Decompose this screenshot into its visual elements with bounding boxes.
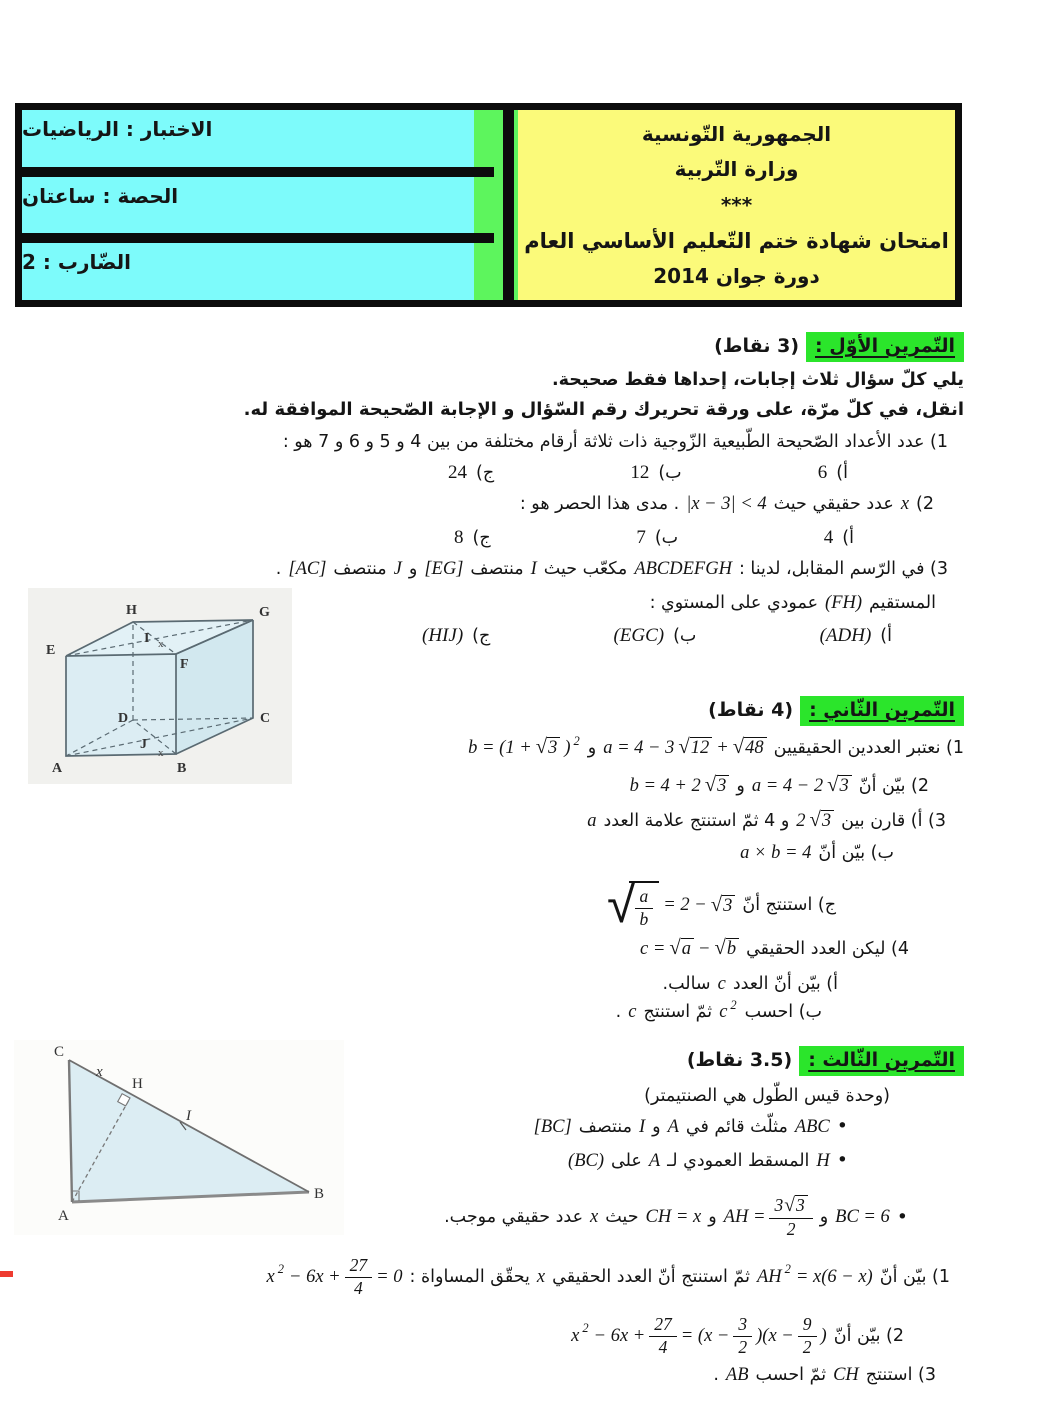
fraction-27-4: $\frac{27}{4}$ xyxy=(649,1315,677,1357)
vertex-label-e: E xyxy=(46,643,56,658)
red-scan-artifact xyxy=(0,1271,13,1277)
point-label-j: J xyxy=(140,737,147,752)
answer-option-a: أ) 4 xyxy=(823,527,854,548)
header-table xyxy=(15,103,962,307)
sqrt-3: √ 3 xyxy=(711,894,736,917)
exercise-3-points: (3.5 نقاط) xyxy=(686,1049,793,1071)
ex1-intro-line-2: انقل، في كلّ مرّة، على ورقة تحريرك رقم السّؤال و الإجابة الصّحيحة الموافقة له. xyxy=(243,399,964,420)
big-radical xyxy=(609,881,659,929)
triangle-figure xyxy=(14,1040,344,1235)
sqrt-3: √ 3 xyxy=(536,736,561,759)
sqrt-3: √ 3 xyxy=(784,1195,808,1217)
exercise-1-points: (3 نقاط) xyxy=(714,335,800,357)
vertex-label-g: G xyxy=(259,605,270,620)
header-row-separator xyxy=(22,233,494,243)
exercise-2-title: التّمرين الثّاني : xyxy=(800,696,964,726)
header-right-panel xyxy=(518,110,955,300)
math-ah-squared: AH 2 = x(6 − x) xyxy=(756,1261,873,1287)
ex1-q3-text-line-1: 3) في الرّسم المقابل، لدينا : ABCDEFGH مكعّب حيث I منتصف [EG] و J منتصف [AC] . xyxy=(275,559,948,579)
session-line: دورة جوان 2014 xyxy=(653,264,820,289)
vertex-label-c: C xyxy=(54,1044,65,1060)
answer-option-c: ج) 24 xyxy=(448,462,495,483)
math-a-definition: a = 4 − 3 √ 12 + √ 48 xyxy=(603,736,766,759)
vertex-label-f: F xyxy=(180,657,189,672)
answer-option-a: أ) (ADH) xyxy=(819,625,892,646)
ex3-q2-line: 2) بيّن أنّ x 2 − 6x + $\frac{27}{4}$ = (x − $\frac{3}{2}$ )(x − $\frac{9}{2}$ ) xyxy=(571,1313,904,1357)
ex1-q1-text: 1) عدد الأعداد الصّحيحة الطّبيعية الزّوجية ذات ثلاثة أرقام مختلفة من بين 4 و 5 و 6 و 7 هو : xyxy=(282,432,948,452)
ex2-q4-line: 4) ليكن العدد الحقيقي c = √ a − √ b xyxy=(26,937,909,974)
vertex-label-c: C xyxy=(260,711,271,726)
point-label-i: I xyxy=(144,631,150,646)
math-sqrt-a-over-b: √ $\frac{a}{b}$ = 2 − √ 3 xyxy=(609,881,735,929)
sqrt-b: √ b xyxy=(714,937,739,960)
ex2-q3a-line: 3) أ) قارن بين 2 √ 3 و 4 ثمّ استنتج علامة العدد a xyxy=(26,809,946,843)
ex2-q4b-line: ب) احسب c 2 ثمّ استنتج c . xyxy=(615,998,822,1022)
ex1-q3-answers xyxy=(422,625,892,657)
math-c-definition: c = √ a − √ b xyxy=(640,937,739,960)
republic-line: الجمهورية التّونسية xyxy=(641,121,832,146)
math-ah-value: AH = 3 √ 3 2 xyxy=(724,1195,813,1240)
answer-option-c: ج) (HIJ) xyxy=(422,625,491,646)
fraction-a-b: √ $\frac{a}{b}$ xyxy=(635,887,654,929)
stars-separator: *** xyxy=(720,192,753,217)
sqrt-3: √ 3 xyxy=(827,774,852,797)
ex1-q2-text: 2) x عدد حقيقي حيث |x − 3| < 4 . مدى هذا الحصر هو : xyxy=(519,494,934,514)
math-factorization: x 2 − 6x + $\frac{27}{4}$ = (x − $\frac{3}{2}$ )(x − $\frac{9}{2}$ ) xyxy=(571,1313,827,1357)
point-label-i: I xyxy=(186,1108,191,1124)
fraction-3-2: $\frac{3}{2}$ xyxy=(733,1315,752,1357)
ex3-q3-line: 3) استنتج CH ثمّ احسب AB . xyxy=(713,1365,936,1385)
point-mark-j: x xyxy=(158,747,164,759)
point-mark-i: x xyxy=(158,638,164,650)
bullet-icon: • xyxy=(836,1149,848,1171)
coefficient-label: الضّارب : 2 xyxy=(22,250,132,275)
answer-option-c: ج) 8 xyxy=(454,527,491,548)
ex2-q2-line: 2) بيّن أنّ a = 4 − 2 √ 3 و b = 4 + 2 √ 3 xyxy=(26,774,929,809)
header-left-column xyxy=(22,110,494,300)
ex3-unit-note: (وحدة قيس الطّول هي الصنتيمتر) xyxy=(644,1086,890,1106)
ex1-intro-line-1: يلي كلّ سؤال ثلاث إجابات، إحداها فقط صحيحة. xyxy=(552,370,964,390)
ex2-q1-line: 1) نعتبر العددين الحقيقيين a = 4 − 3 √ 12 + √ 48 و b = (1 + √ 3 ) 2 xyxy=(26,736,964,774)
ex2-q3b-line: ب) بيّن أنّ a × b = 4 xyxy=(740,843,894,863)
vertex-label-a: A xyxy=(52,761,63,776)
header-cell-coefficient xyxy=(22,243,474,300)
sqrt-3: √ 3 xyxy=(810,809,835,832)
exercise-2-points: (4 نقاط) xyxy=(708,699,794,721)
sqrt-48: √ 48 xyxy=(733,736,767,759)
vertex-label-a: A xyxy=(58,1208,69,1224)
ex3-bullet-3: • BC = 6 و AH = 3 √ 3 2 و CH = x حيث x عدد حقيقي موجب. xyxy=(26,1187,908,1247)
vertex-label-d: D xyxy=(118,711,129,726)
ex2-q3c-line: ج) استنتج أنّ √ $\frac{a}{b}$ = 2 − √ 3 xyxy=(26,873,836,937)
bullet-icon: • xyxy=(836,1115,848,1137)
header-cell-duration xyxy=(22,177,474,234)
sqrt-3: √ 3 xyxy=(705,774,730,797)
segment-label-x: x xyxy=(96,1064,103,1080)
ex3-bullet-2: • H المسقط العمودي لـ A على (BC) xyxy=(568,1149,848,1171)
ex1-q3-text-line-2: المستقيم (FH) عمودي على المستوي : xyxy=(649,593,936,613)
exercise-1-title: التّمرين الأوّل : xyxy=(806,332,964,362)
ministry-line: وزارة التّربية xyxy=(674,157,799,182)
exercise-1-title-line xyxy=(26,332,964,370)
exam-title-line: امتحان شهادة ختم التّعليم الأساسي العام xyxy=(524,228,949,253)
answer-option-b: ب) (EGC) xyxy=(613,625,697,646)
answer-option-b: ب) 12 xyxy=(630,462,682,483)
ex3-bullet-1: • ABC مثلّث قائم في A و I منتصف [BC] xyxy=(533,1115,848,1137)
fraction-3sqrt3-2: 3 √ 3 2 xyxy=(769,1195,812,1240)
vertex-label-b: B xyxy=(314,1186,325,1202)
ex3-q1-line: 1) بيّن أنّ AH 2 = x(6 − x) ثمّ استنتج أنّ العدد الحقيقي x يحقّق المساواة : x 2 − 6x + $\frac{27}{4}$ = 0 xyxy=(266,1254,950,1298)
subject-label: الاختبار : الرياضيات xyxy=(22,117,213,141)
header-cell-subject xyxy=(22,110,474,167)
answer-option-b: ب) 7 xyxy=(636,527,679,548)
header-vertical-divider xyxy=(503,110,514,300)
ex1-q1-answers xyxy=(448,462,848,494)
math-b-definition: b = (1 + √ 3 ) 2 xyxy=(468,736,581,759)
sqrt-a: √ a xyxy=(669,937,694,960)
sqrt-12: √ 12 xyxy=(678,736,712,759)
exercise-3-title: التّمرين الثّالث : xyxy=(799,1046,964,1076)
math-quadratic-equation: x 2 − 6x + $\frac{27}{4}$ = 0 xyxy=(266,1254,403,1298)
cube-figure xyxy=(28,588,292,784)
ex1-q2-answers xyxy=(454,527,854,559)
point-label-h: H xyxy=(132,1076,143,1092)
fraction-9-2: $\frac{9}{2}$ xyxy=(798,1315,817,1357)
fraction-27-4: $\frac{27}{4}$ xyxy=(345,1256,373,1298)
answer-option-a: أ) 6 xyxy=(817,462,848,483)
bullet-icon: • xyxy=(896,1205,908,1228)
vertex-label-h: H xyxy=(126,603,137,618)
vertex-label-b: B xyxy=(177,761,187,776)
ex2-q4a-line: أ) بيّن أنّ العدد c سالب. xyxy=(662,974,838,994)
duration-label: الحصة : ساعتان xyxy=(22,183,179,208)
header-row-separator xyxy=(22,167,494,177)
